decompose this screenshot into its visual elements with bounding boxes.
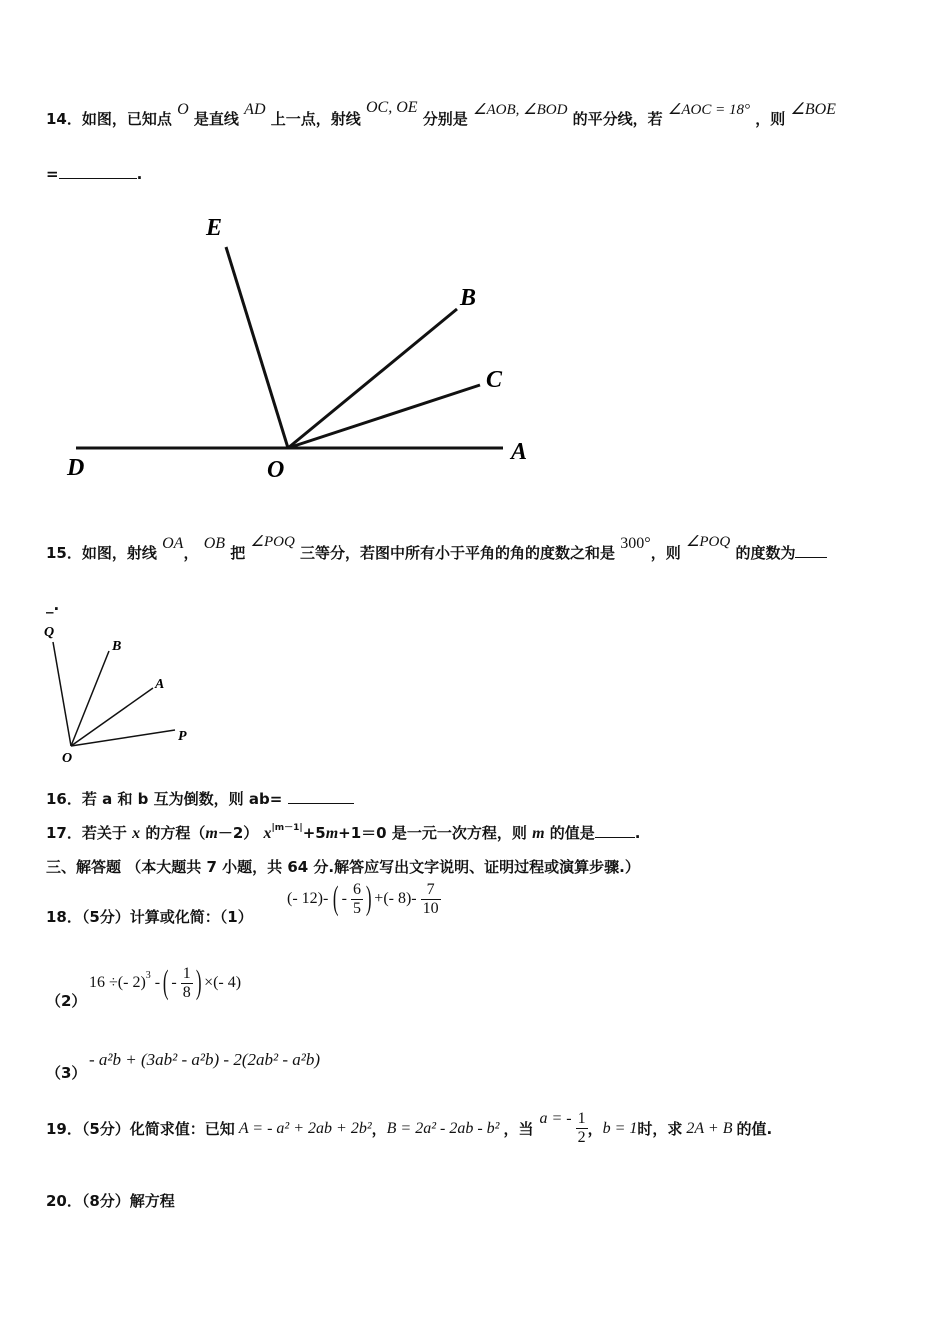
ray-OP xyxy=(71,730,175,746)
expr1-part-c: +(- 8)- xyxy=(374,890,417,907)
frac1-den: 5 xyxy=(352,899,361,917)
angles-AOB-BOD: ∠AOB, ∠BOD xyxy=(473,102,568,118)
q17-line xyxy=(46,822,640,843)
ray-OB: OB xyxy=(203,535,226,552)
rays-OC-OE: OC, OE xyxy=(365,99,418,116)
q15-text-4: ，则 xyxy=(650,544,681,562)
expr-B: B = 2a² - 2ab - b² xyxy=(386,1119,500,1137)
expr2-minus: - xyxy=(154,974,161,991)
q15-text-3: 三等分，若图中所有小于平角的角的度数之和是 xyxy=(300,544,616,562)
fraction-7-10 xyxy=(421,881,441,918)
section-3-heading: 三、解答题 （本大题共 7 小题，共 64 分.解答应写出文字说明、证明过程或演算步骤.） xyxy=(46,858,640,876)
var-m: m xyxy=(205,825,218,842)
q18-part-3-label: （3） xyxy=(46,1064,87,1082)
q15-text-1: 如图，射线 xyxy=(81,544,157,562)
q19-comma-1: ， xyxy=(371,1120,387,1138)
q17-text-3: －2） xyxy=(217,824,259,842)
condition-AOC: ∠AOC = 18° xyxy=(667,102,750,118)
frac3-num: 1 xyxy=(182,964,191,982)
expr1-part-a: (- 12)- xyxy=(287,890,329,907)
q14-line xyxy=(46,99,836,129)
var-x: x xyxy=(132,825,141,842)
expr-2A-plus-B: 2A + B xyxy=(686,1119,733,1137)
value-a: a = - xyxy=(539,1109,572,1127)
q18-expr-1 xyxy=(287,880,441,918)
q16-text: 16．若 a 和 b 互为倒数，则 ab= xyxy=(46,790,283,808)
figure-15 xyxy=(38,618,208,768)
ray-OQ xyxy=(53,642,71,746)
q17-text-4: +5 xyxy=(302,824,326,842)
q14-text-4: 分别是 xyxy=(422,110,468,128)
expr2-neg: - xyxy=(171,974,177,991)
expr1-neg: - xyxy=(341,890,347,907)
frac-half-den: 2 xyxy=(577,1129,586,1146)
expr-A: A = - a² + 2ab + 2b² xyxy=(238,1119,372,1137)
q16-answer-blank[interactable] xyxy=(288,789,354,804)
q14-text-2: 是直线 xyxy=(193,110,239,128)
q14-text-5: 的平分线，若 xyxy=(572,110,663,128)
label-C: C xyxy=(486,367,503,393)
q15-number: 15． xyxy=(46,544,82,562)
q14-text-1: 如图，已知点 xyxy=(81,110,172,128)
q18-part-2-label: （2） xyxy=(46,992,87,1010)
q18-expr-3: - a²b + (3ab² - a²b) - 2(2ab² - a²b) xyxy=(89,1050,320,1069)
expr2-part-d: ×(- 4) xyxy=(204,974,242,991)
q17-text-5: +1＝0 是一元一次方程，则 xyxy=(338,824,527,842)
var-m-2: m xyxy=(325,825,339,842)
label-Q: Q xyxy=(44,625,55,640)
q14-answer-blank[interactable] xyxy=(59,164,137,179)
q19-text-2: ，当 xyxy=(503,1120,534,1138)
q15-comma: ， xyxy=(183,544,199,562)
q19-line xyxy=(46,1110,772,1147)
label-A: A xyxy=(155,677,165,692)
label-P: P xyxy=(178,729,187,744)
q15-tail: _. xyxy=(46,596,60,614)
q19-text-3: 时，求 xyxy=(637,1120,683,1138)
q19-text-1: 19．（5分）化简求值：已知 xyxy=(46,1120,235,1138)
label-B: B xyxy=(460,285,477,311)
angle-BOE: ∠BOE xyxy=(790,101,836,118)
line-AD: AD xyxy=(244,101,266,118)
label-B: B xyxy=(112,639,122,654)
left-paren-2: ( xyxy=(162,964,169,1001)
frac2-num: 7 xyxy=(421,881,441,900)
left-paren: ( xyxy=(333,880,339,917)
ray-OE xyxy=(226,247,288,448)
angle-sum: 300° xyxy=(620,535,651,552)
exponent-abs-m-minus-1: |m－1| xyxy=(271,823,303,833)
angle-POQ: ∠POQ xyxy=(250,534,295,550)
q18-head: 18．（5分）计算或化简：（1） xyxy=(46,908,253,926)
q17-answer-blank[interactable] xyxy=(595,823,635,838)
right-paren: ) xyxy=(365,880,372,917)
fraction-6-5 xyxy=(351,881,363,918)
q17-text-2: 的方程（ xyxy=(145,824,206,842)
right-paren-2: ) xyxy=(195,964,202,1001)
q14-period: . xyxy=(136,165,143,183)
q17-period: . xyxy=(634,824,641,842)
label-A: A xyxy=(511,439,528,465)
label-E: E xyxy=(206,215,223,241)
label-D: D xyxy=(67,455,85,481)
q15-answer-blank[interactable] xyxy=(795,543,827,558)
value-b: b = 1 xyxy=(602,1119,638,1137)
q15-line xyxy=(46,534,827,563)
q17-text-6: 的值是 xyxy=(549,824,595,842)
q18-expr-2 xyxy=(89,964,241,1002)
frac3-den: 8 xyxy=(182,983,191,1001)
figure-14 xyxy=(60,205,550,490)
q16-line xyxy=(46,788,354,809)
q14-equals: = xyxy=(46,165,59,183)
q15-text-5: 的度数为 xyxy=(735,544,796,562)
frac1-num: 6 xyxy=(352,880,361,898)
frac-half-num: 1 xyxy=(577,1110,586,1127)
q20-line: 20．（8分）解方程 xyxy=(46,1192,175,1210)
ray-OB xyxy=(288,309,457,448)
q14-number: 14． xyxy=(46,110,82,128)
q19-comma-2: ， xyxy=(587,1120,603,1138)
ray-OA: OA xyxy=(162,535,184,552)
q19-text-4: 的值. xyxy=(736,1120,773,1138)
q15-text-2: 把 xyxy=(230,544,246,562)
point-O: O xyxy=(177,101,189,118)
ray-OC xyxy=(288,385,480,448)
q14-text-3: 上一点，射线 xyxy=(270,110,361,128)
expr2-part-a: 16 ÷(- 2) xyxy=(89,974,146,991)
expr2-exponent: 3 xyxy=(145,969,151,981)
fraction-1-8 xyxy=(181,965,193,1002)
angle-POQ-2: ∠POQ xyxy=(685,534,731,550)
q14-answer-line xyxy=(46,164,142,183)
var-m-3: m xyxy=(532,825,545,842)
label-O: O xyxy=(267,457,285,483)
q14-text-6: ，则 xyxy=(755,110,786,128)
var-x-power: x xyxy=(263,825,272,842)
label-O: O xyxy=(62,751,73,766)
fraction-1-2 xyxy=(576,1110,588,1147)
q17-text-1: 17．若关于 xyxy=(46,824,127,842)
frac2-den: 10 xyxy=(422,899,439,917)
